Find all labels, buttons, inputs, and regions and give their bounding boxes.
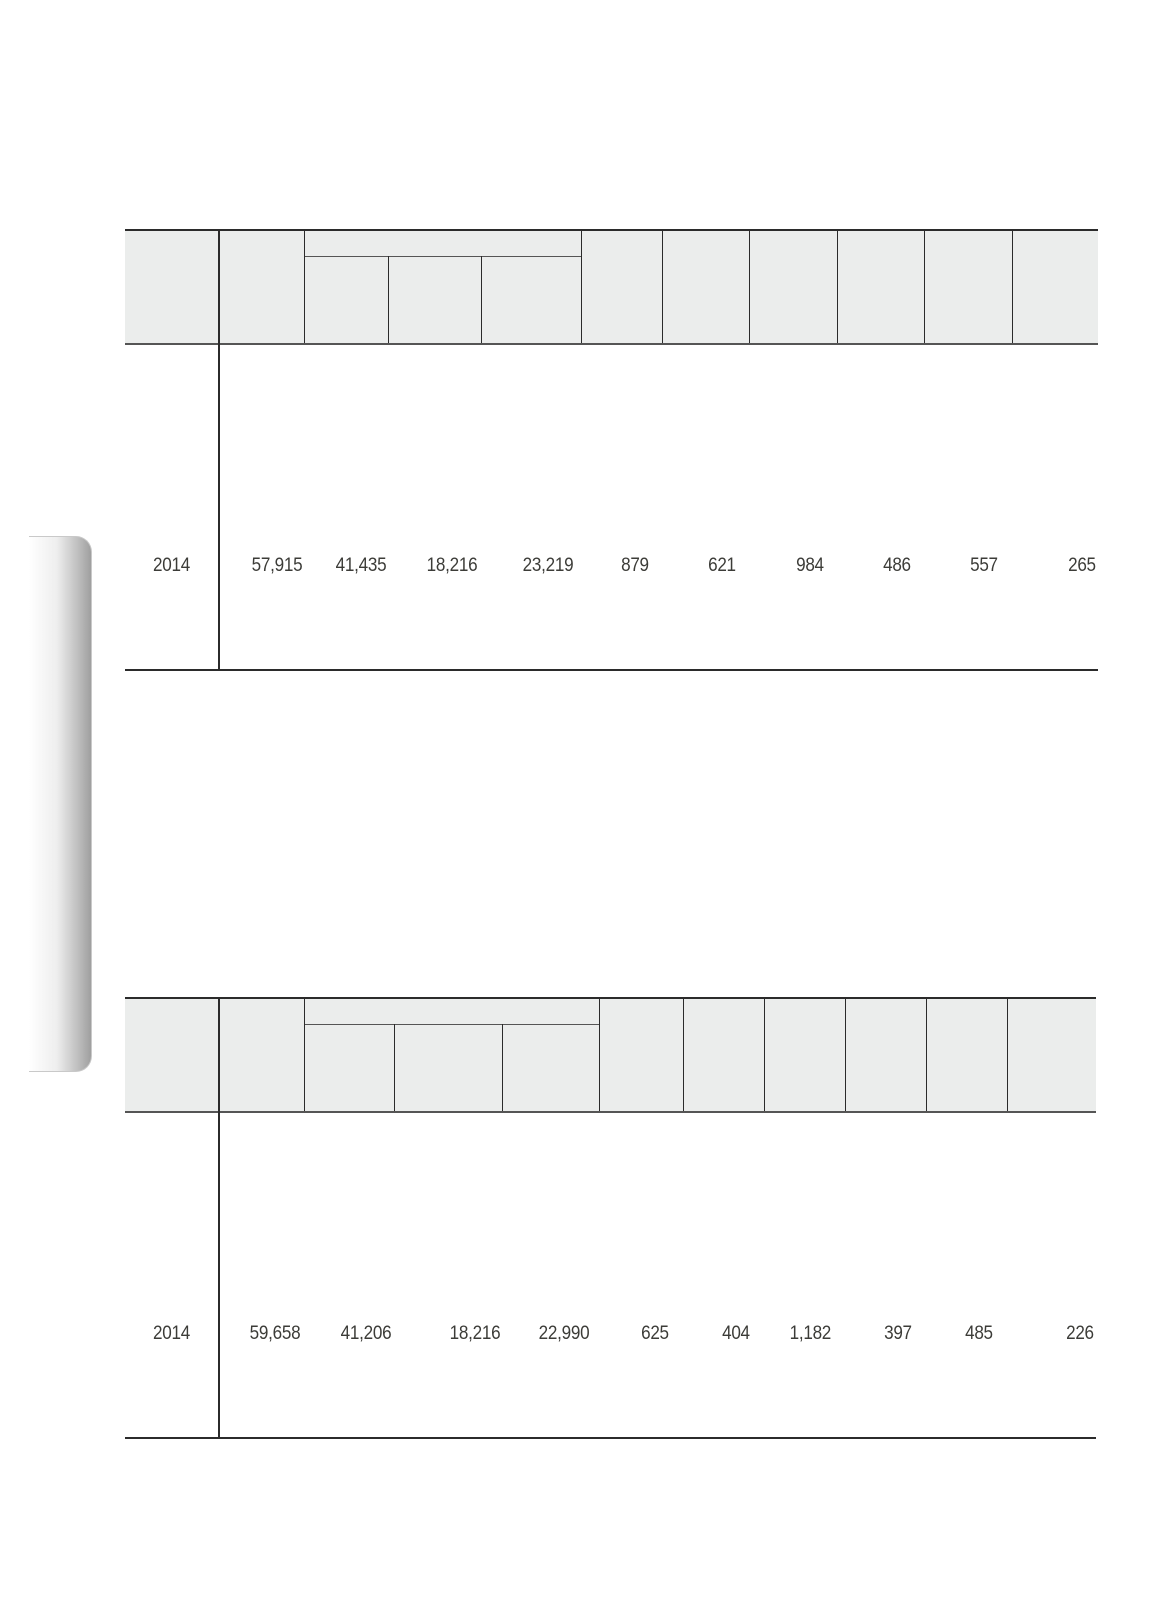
chapter-side-tab xyxy=(29,536,92,1072)
year-column-divider xyxy=(218,997,220,1439)
row-value: 18,216 xyxy=(426,555,477,576)
header-bottom-rule xyxy=(125,1111,1096,1113)
header-divider xyxy=(581,229,582,343)
table-header-background xyxy=(125,997,1096,1111)
header-divider xyxy=(599,997,600,1111)
header-divider xyxy=(481,256,482,343)
row-year: 2014 xyxy=(153,1323,190,1344)
row-value: 404 xyxy=(722,1323,750,1344)
header-bottom-rule xyxy=(125,343,1098,345)
row-value: 22,990 xyxy=(538,1323,589,1344)
row-value: 879 xyxy=(621,555,649,576)
row-value: 485 xyxy=(965,1323,993,1344)
row-value: 557 xyxy=(970,555,998,576)
row-value: 23,219 xyxy=(522,555,573,576)
row-value: 265 xyxy=(1068,555,1096,576)
table-top-rule xyxy=(125,997,1096,999)
row-value: 59,658 xyxy=(249,1323,300,1344)
header-group-divider xyxy=(304,1024,600,1025)
row-value: 397 xyxy=(884,1323,912,1344)
row-value: 18,216 xyxy=(449,1323,500,1344)
statistics-table-1 xyxy=(125,229,1098,671)
table-bottom-rule xyxy=(125,669,1098,671)
row-value: 226 xyxy=(1066,1323,1094,1344)
header-divider xyxy=(683,997,684,1111)
row-value: 41,435 xyxy=(335,555,386,576)
header-divider xyxy=(845,997,846,1111)
header-divider xyxy=(662,229,663,343)
header-divider xyxy=(924,229,925,343)
header-divider xyxy=(388,256,389,343)
row-value: 41,206 xyxy=(340,1323,391,1344)
row-value: 621 xyxy=(708,555,736,576)
table-top-rule xyxy=(125,229,1098,231)
header-divider xyxy=(837,229,838,343)
statistics-table-2 xyxy=(125,997,1096,1439)
header-divider xyxy=(926,997,927,1111)
header-divider xyxy=(1007,997,1008,1111)
header-divider xyxy=(304,997,305,1111)
row-value: 984 xyxy=(796,555,824,576)
row-value: 625 xyxy=(641,1323,669,1344)
header-divider xyxy=(749,229,750,343)
header-divider xyxy=(394,1024,395,1111)
header-divider xyxy=(304,229,305,343)
row-value: 57,915 xyxy=(251,555,302,576)
year-column-divider xyxy=(218,229,220,671)
header-divider xyxy=(1012,229,1013,343)
table-header-background xyxy=(125,229,1098,343)
header-divider xyxy=(764,997,765,1111)
header-group-divider xyxy=(304,256,581,257)
table-bottom-rule xyxy=(125,1437,1096,1439)
row-value: 486 xyxy=(883,555,911,576)
row-year: 2014 xyxy=(153,555,190,576)
row-value: 1,182 xyxy=(789,1323,831,1344)
header-divider xyxy=(502,1024,503,1111)
